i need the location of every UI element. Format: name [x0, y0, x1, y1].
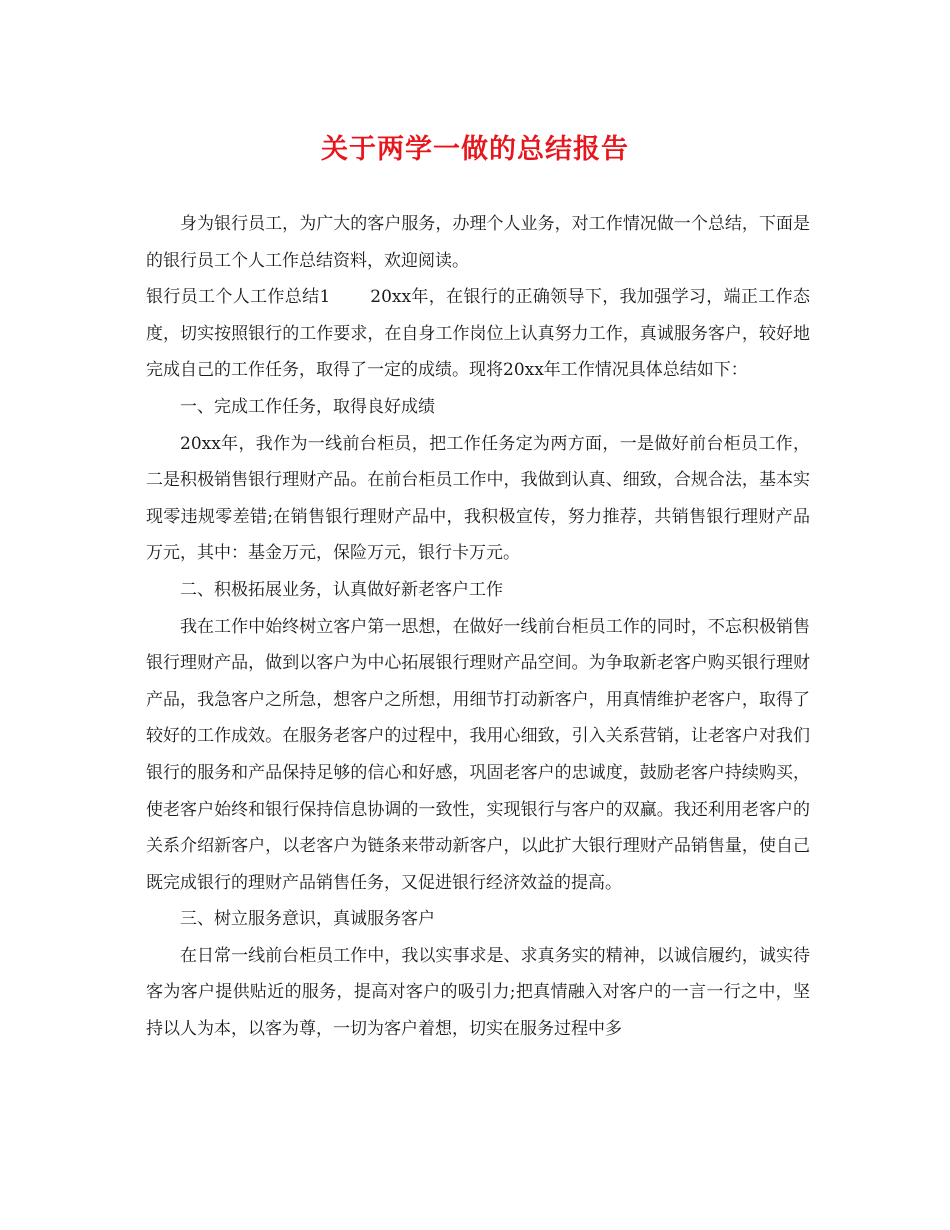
summary-paragraph	[146, 279, 810, 389]
paragraph-2: 我在工作中始终树立客户第一思想，在做好一线前台柜员工作的同时，不忘积极销售银行理财产品，做到以客户为中心拓展银行理财产品空间。为争取新老客户购买银行理财产品，我急客户之所急，想客户之所想，用细节打动新客户，用真情维护老客户，取得了较好的工作成效。在服务老客户的过程中，我用心细致，引入关系营销，让老客户对我们银行的服务和产品保持足够的信心和好感，巩固老客户的忠诚度，鼓励老客户持续购买，使老客户始终和银行保持信息协调的一致性，实现银行与客户的双赢。我还利用老客户的关系介绍新客户，以老客户为链条来带动新客户，以此扩大银行理财产品销售量，使自己既完成银行的理财产品销售任务，又促进银行经济效益的提高。	[146, 616, 810, 893]
heading-2: 二、积极拓展业务，认真做好新老客户工作	[180, 579, 503, 600]
paragraph-1: 20xx年，我作为一线前台柜员，把工作任务定为两方面，一是做好前台柜员工作，二是积极销售银行理财产品。在前台柜员工作中，我做到认真、细致，合规合法，基本实现零违规零差错;在销售银行理财产品中，我积极宣传，努力推荐，共销售银行理财产品万元，其中：基金万元，保险万元，银行卡万元。	[146, 433, 810, 564]
heading-1: 一、完成工作任务，取得良好成绩	[180, 396, 435, 417]
section-subheading: 银行员工个人工作总结1	[146, 287, 331, 308]
intro-paragraph: 身为银行员工，为广大的客户服务，办理个人业务，对工作情况做一个总结，下面是的银行员工个人工作总结资料，欢迎阅读。	[146, 214, 810, 271]
summary-paragraph-text: 20xx年，在银行的正确领导下，我加强学习，端正工作态度，切实按照银行的工作要求，在自身工作岗位上认真努力工作，真诚服务客户，较好地完成自己的工作任务，取得了一定的成绩。现将20xx年工作情况具体总结如下：	[146, 287, 810, 381]
document-body	[146, 206, 810, 1048]
heading-3: 三、树立服务意识，真诚服务客户	[180, 909, 435, 930]
paragraph-3: 在日常一线前台柜员工作中，我以实事求是、求真务实的精神，以诚信履约，诚实待客为客户提供贴近的服务，提高对客户的吸引力;把真情融入对客户的一言一行之中，坚持以人为本，以客为尊，一切为客户着想，切实在服务过程中多	[146, 945, 810, 1040]
document-title: 关于两学一做的总结报告	[321, 134, 629, 165]
